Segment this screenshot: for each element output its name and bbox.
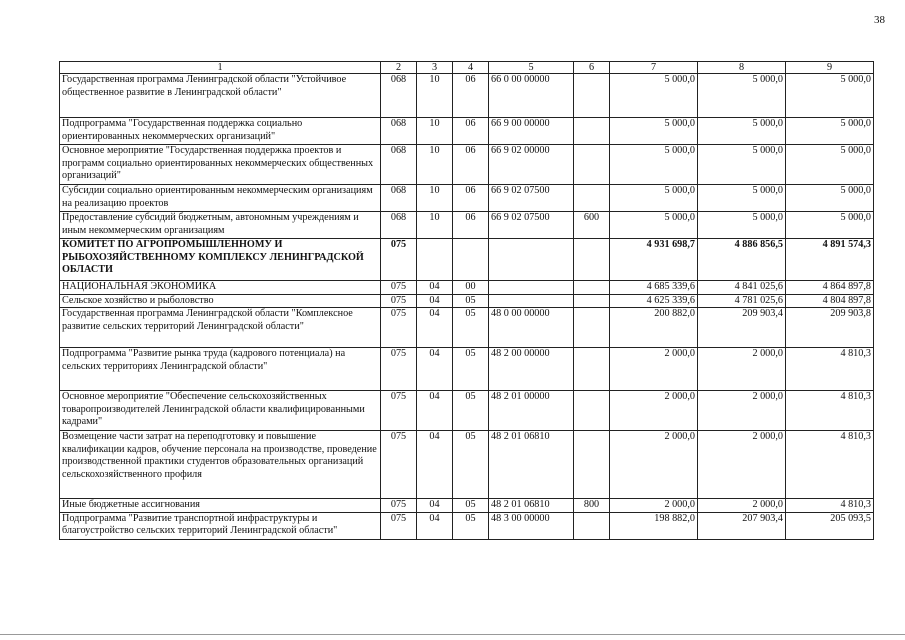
section-code-cell: 04	[417, 281, 453, 295]
row-name-cell: Предоставление субсидий бюджетным, автономным учреждениям и иным некоммерческим организациям	[60, 212, 381, 239]
row-name-cell: КОМИТЕТ ПО АГРОПРОМЫШЛЕННОМУ И РЫБОХОЗЯЙСТВЕННОМУ КОМПЛЕКСУ ЛЕНИНГРАДСКОЙ ОБЛАСТИ	[60, 239, 381, 281]
expense-type-cell	[574, 145, 610, 185]
admin-code-cell: 075	[381, 348, 417, 391]
row-name-cell: Сельское хозяйство и рыболовство	[60, 294, 381, 308]
section-code-cell: 10	[417, 118, 453, 145]
subsection-code-cell: 06	[453, 145, 489, 185]
section-code-cell: 04	[417, 499, 453, 513]
amount-col9-cell: 4 810,3	[786, 391, 874, 431]
row-name-cell: Иные бюджетные ассигнования	[60, 499, 381, 513]
expense-type-cell	[574, 431, 610, 499]
amount-col8-cell: 4 886 856,5	[698, 239, 786, 281]
admin-code-cell: 075	[381, 512, 417, 539]
column-header: 1	[60, 62, 381, 74]
table-row	[60, 74, 874, 118]
amount-col9-cell: 5 000,0	[786, 118, 874, 145]
table-row	[60, 185, 874, 212]
amount-col8-cell: 5 000,0	[698, 74, 786, 118]
target-article-cell: 48 2 01 00000	[489, 391, 574, 431]
section-code-cell: 10	[417, 212, 453, 239]
row-name-cell: Государственная программа Ленинградской области "Устойчивое общественное развитие в Ленинградской области"	[60, 74, 381, 118]
table-row	[60, 308, 874, 348]
amount-col8-cell: 2 000,0	[698, 499, 786, 513]
expense-type-cell: 600	[574, 212, 610, 239]
target-article-cell: 48 2 01 06810	[489, 431, 574, 499]
table-row	[60, 239, 874, 281]
column-header: 8	[698, 62, 786, 74]
admin-code-cell: 075	[381, 499, 417, 513]
subsection-code-cell: 06	[453, 74, 489, 118]
amount-col8-cell: 209 903,4	[698, 308, 786, 348]
amount-col7-cell: 5 000,0	[610, 145, 698, 185]
table-row	[60, 499, 874, 513]
row-name-cell: Основное мероприятие "Обеспечение сельскохозяйственных товаропроизводителей Ленинградской области квалифицированными кадрами"	[60, 391, 381, 431]
amount-col7-cell: 2 000,0	[610, 391, 698, 431]
amount-col8-cell: 5 000,0	[698, 212, 786, 239]
target-article-cell: 48 0 00 00000	[489, 308, 574, 348]
amount-col9-cell: 4 810,3	[786, 348, 874, 391]
admin-code-cell: 075	[381, 239, 417, 281]
column-header: 3	[417, 62, 453, 74]
admin-code-cell: 068	[381, 145, 417, 185]
amount-col7-cell: 5 000,0	[610, 212, 698, 239]
expense-type-cell	[574, 308, 610, 348]
column-header: 2	[381, 62, 417, 74]
expense-type-cell	[574, 185, 610, 212]
row-name-cell: Субсидии социально ориентированным некоммерческим организациям на реализацию проектов	[60, 185, 381, 212]
amount-col9-cell: 205 093,5	[786, 512, 874, 539]
amount-col8-cell: 4 841 025,6	[698, 281, 786, 295]
expense-type-cell: 800	[574, 499, 610, 513]
amount-col8-cell: 207 903,4	[698, 512, 786, 539]
page-bottom-rule	[0, 634, 905, 635]
admin-code-cell: 075	[381, 281, 417, 295]
target-article-cell: 66 0 00 00000	[489, 74, 574, 118]
amount-col9-cell: 4 804 897,8	[786, 294, 874, 308]
amount-col9-cell: 5 000,0	[786, 145, 874, 185]
target-article-cell: 66 9 02 00000	[489, 145, 574, 185]
amount-col9-cell: 4 864 897,8	[786, 281, 874, 295]
amount-col9-cell: 5 000,0	[786, 185, 874, 212]
admin-code-cell: 068	[381, 74, 417, 118]
column-header: 9	[786, 62, 874, 74]
amount-col7-cell: 5 000,0	[610, 185, 698, 212]
expense-type-cell	[574, 239, 610, 281]
row-name-cell: Государственная программа Ленинградской области "Комплексное развитие сельских территорий Ленинградской области"	[60, 308, 381, 348]
table-row	[60, 431, 874, 499]
section-code-cell: 04	[417, 348, 453, 391]
amount-col8-cell: 2 000,0	[698, 348, 786, 391]
amount-col7-cell: 2 000,0	[610, 431, 698, 499]
admin-code-cell: 068	[381, 185, 417, 212]
expense-type-cell	[574, 391, 610, 431]
amount-col8-cell: 5 000,0	[698, 118, 786, 145]
subsection-code-cell: 06	[453, 118, 489, 145]
row-name-cell: Возмещение части затрат на переподготовку и повышение квалификации кадров, обучение персонала на производстве, проведение производственной практики студентов образовательных организаций сельскохозяйственного профиля	[60, 431, 381, 499]
section-code-cell: 10	[417, 145, 453, 185]
admin-code-cell: 075	[381, 431, 417, 499]
column-header: 5	[489, 62, 574, 74]
admin-code-cell: 075	[381, 294, 417, 308]
amount-col8-cell: 2 000,0	[698, 391, 786, 431]
amount-col7-cell: 2 000,0	[610, 499, 698, 513]
table-row	[60, 512, 874, 539]
table-row	[60, 348, 874, 391]
admin-code-cell: 068	[381, 212, 417, 239]
section-code-cell	[417, 239, 453, 281]
section-code-cell: 04	[417, 294, 453, 308]
amount-col7-cell: 200 882,0	[610, 308, 698, 348]
target-article-cell: 66 9 00 00000	[489, 118, 574, 145]
section-code-cell: 04	[417, 512, 453, 539]
expense-type-cell	[574, 118, 610, 145]
amount-col7-cell: 4 685 339,6	[610, 281, 698, 295]
amount-col8-cell: 5 000,0	[698, 145, 786, 185]
amount-col9-cell: 5 000,0	[786, 212, 874, 239]
subsection-code-cell: 06	[453, 212, 489, 239]
table-body	[60, 74, 874, 540]
amount-col9-cell: 4 810,3	[786, 431, 874, 499]
budget-table	[59, 61, 874, 540]
section-code-cell: 04	[417, 431, 453, 499]
subsection-code-cell: 05	[453, 512, 489, 539]
admin-code-cell: 075	[381, 308, 417, 348]
subsection-code-cell: 05	[453, 308, 489, 348]
page-number: 38	[874, 14, 885, 26]
expense-type-cell	[574, 294, 610, 308]
row-name-cell: Подпрограмма "Развитие рынка труда (кадрового потенциала) на сельских территориях Ленинградской области"	[60, 348, 381, 391]
section-code-cell: 04	[417, 391, 453, 431]
amount-col7-cell: 4 931 698,7	[610, 239, 698, 281]
table-row	[60, 391, 874, 431]
subsection-code-cell: 05	[453, 391, 489, 431]
target-article-cell: 48 3 00 00000	[489, 512, 574, 539]
expense-type-cell	[574, 348, 610, 391]
column-numbers-row	[60, 62, 874, 74]
section-code-cell: 10	[417, 74, 453, 118]
amount-col7-cell: 2 000,0	[610, 348, 698, 391]
target-article-cell	[489, 294, 574, 308]
target-article-cell: 48 2 01 06810	[489, 499, 574, 513]
table-row	[60, 294, 874, 308]
amount-col8-cell: 5 000,0	[698, 185, 786, 212]
amount-col9-cell: 5 000,0	[786, 74, 874, 118]
table-row	[60, 212, 874, 239]
column-header: 4	[453, 62, 489, 74]
amount-col9-cell: 4 891 574,3	[786, 239, 874, 281]
amount-col7-cell: 5 000,0	[610, 74, 698, 118]
column-header: 7	[610, 62, 698, 74]
target-article-cell	[489, 239, 574, 281]
amount-col7-cell: 4 625 339,6	[610, 294, 698, 308]
column-header: 6	[574, 62, 610, 74]
subsection-code-cell: 05	[453, 348, 489, 391]
amount-col9-cell: 209 903,8	[786, 308, 874, 348]
table-row	[60, 281, 874, 295]
amount-col7-cell: 5 000,0	[610, 118, 698, 145]
admin-code-cell: 068	[381, 118, 417, 145]
section-code-cell: 10	[417, 185, 453, 212]
admin-code-cell: 075	[381, 391, 417, 431]
row-name-cell: Основное мероприятие "Государственная поддержка проектов и программ социально ориентированных некоммерческих общественных организаций"	[60, 145, 381, 185]
subsection-code-cell: 00	[453, 281, 489, 295]
row-name-cell: Подпрограмма "Государственная поддержка социально ориентированных некоммерческих организаций"	[60, 118, 381, 145]
target-article-cell: 48 2 00 00000	[489, 348, 574, 391]
expense-type-cell	[574, 74, 610, 118]
row-name-cell: Подпрограмма "Развитие транспортной инфраструктуры и благоустройство сельских территорий Ленинградской области"	[60, 512, 381, 539]
row-name-cell: НАЦИОНАЛЬНАЯ ЭКОНОМИКА	[60, 281, 381, 295]
subsection-code-cell: 05	[453, 499, 489, 513]
subsection-code-cell: 05	[453, 294, 489, 308]
subsection-code-cell: 06	[453, 185, 489, 212]
expense-type-cell	[574, 512, 610, 539]
target-article-cell	[489, 281, 574, 295]
target-article-cell: 66 9 02 07500	[489, 212, 574, 239]
expense-type-cell	[574, 281, 610, 295]
amount-col9-cell: 4 810,3	[786, 499, 874, 513]
section-code-cell: 04	[417, 308, 453, 348]
subsection-code-cell: 05	[453, 431, 489, 499]
amount-col8-cell: 2 000,0	[698, 431, 786, 499]
target-article-cell: 66 9 02 07500	[489, 185, 574, 212]
table-row	[60, 118, 874, 145]
table-row	[60, 145, 874, 185]
amount-col7-cell: 198 882,0	[610, 512, 698, 539]
amount-col8-cell: 4 781 025,6	[698, 294, 786, 308]
subsection-code-cell	[453, 239, 489, 281]
